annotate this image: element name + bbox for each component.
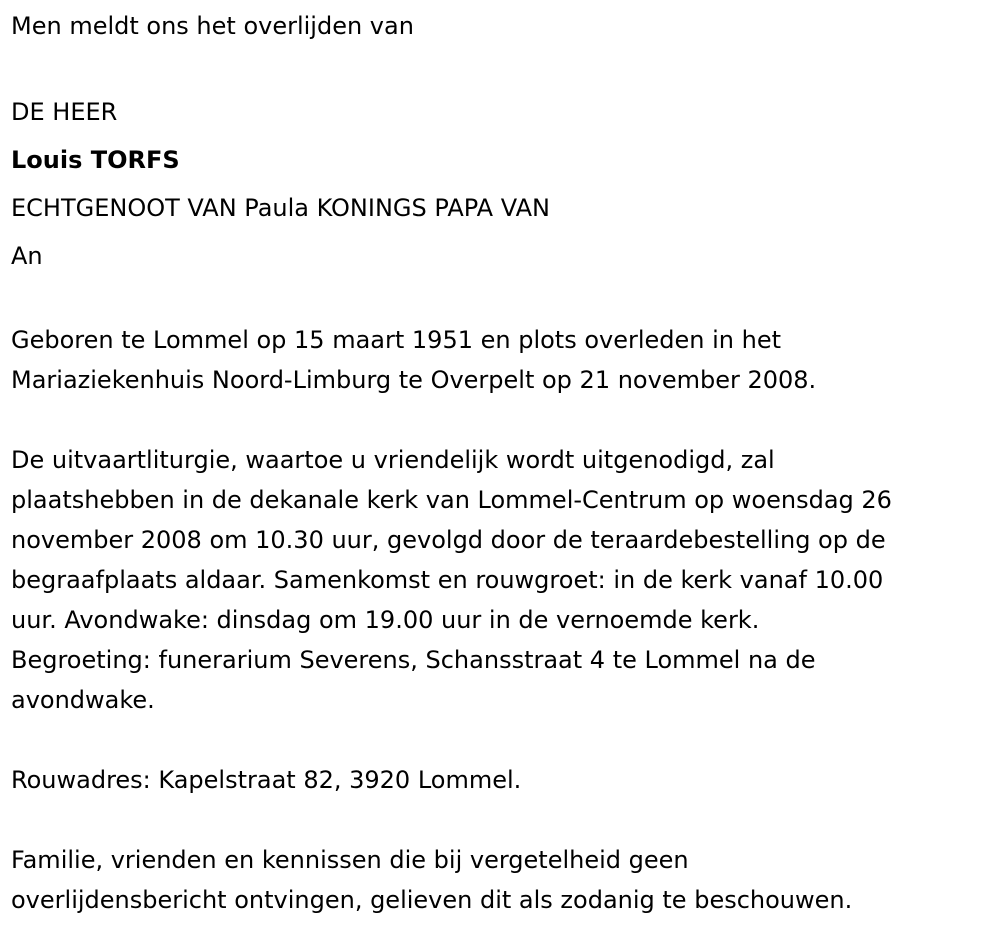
intro-text: Men meldt ons het overlijden van	[11, 12, 414, 40]
relation-line-2: An	[11, 242, 43, 270]
paragraph-line: plaatshebben in de dekanale kerk van Lommel-Centrum op woensdag 26	[11, 486, 892, 514]
mourning-address: Rouwadres: Kapelstraat 82, 3920 Lommel.	[11, 766, 522, 794]
birth-death-paragraph	[11, 320, 991, 400]
paragraph-line: november 2008 om 10.30 uur, gevolgd door de teraardebestelling op de	[11, 526, 886, 554]
paragraph-line: overlijdensbericht ontvingen, gelieven dit als zodanig te beschouwen.	[11, 886, 853, 914]
paragraph-line: Begroeting: funerarium Severens, Schansstraat 4 te Lommel na de	[11, 646, 816, 674]
paragraph-line: uur. Avondwake: dinsdag om 19.00 uur in de vernoemde kerk.	[11, 606, 760, 634]
paragraph-line: avondwake.	[11, 686, 155, 714]
title-text: DE HEER	[11, 98, 118, 126]
deceased-name: Louis TORFS	[11, 146, 180, 174]
paragraph-line: De uitvaartliturgie, waartoe u vriendelijk wordt uitgenodigd, zal	[11, 446, 775, 474]
paragraph-line: begraafplaats aldaar. Samenkomst en rouwgroet: in de kerk vanaf 10.00	[11, 566, 884, 594]
paragraph-line: Mariaziekenhuis Noord-Limburg te Overpelt op 21 november 2008.	[11, 366, 817, 394]
relation-line-1: ECHTGENOOT VAN Paula KONINGS PAPA VAN	[11, 194, 550, 222]
paragraph-line: Geboren te Lommel op 15 maart 1951 en plots overleden in het	[11, 326, 782, 354]
death-notice	[11, 0, 991, 920]
closing-paragraph	[11, 840, 991, 920]
funeral-paragraph	[11, 440, 991, 720]
paragraph-line: Familie, vrienden en kennissen die bij vergetelheid geen	[11, 846, 689, 874]
